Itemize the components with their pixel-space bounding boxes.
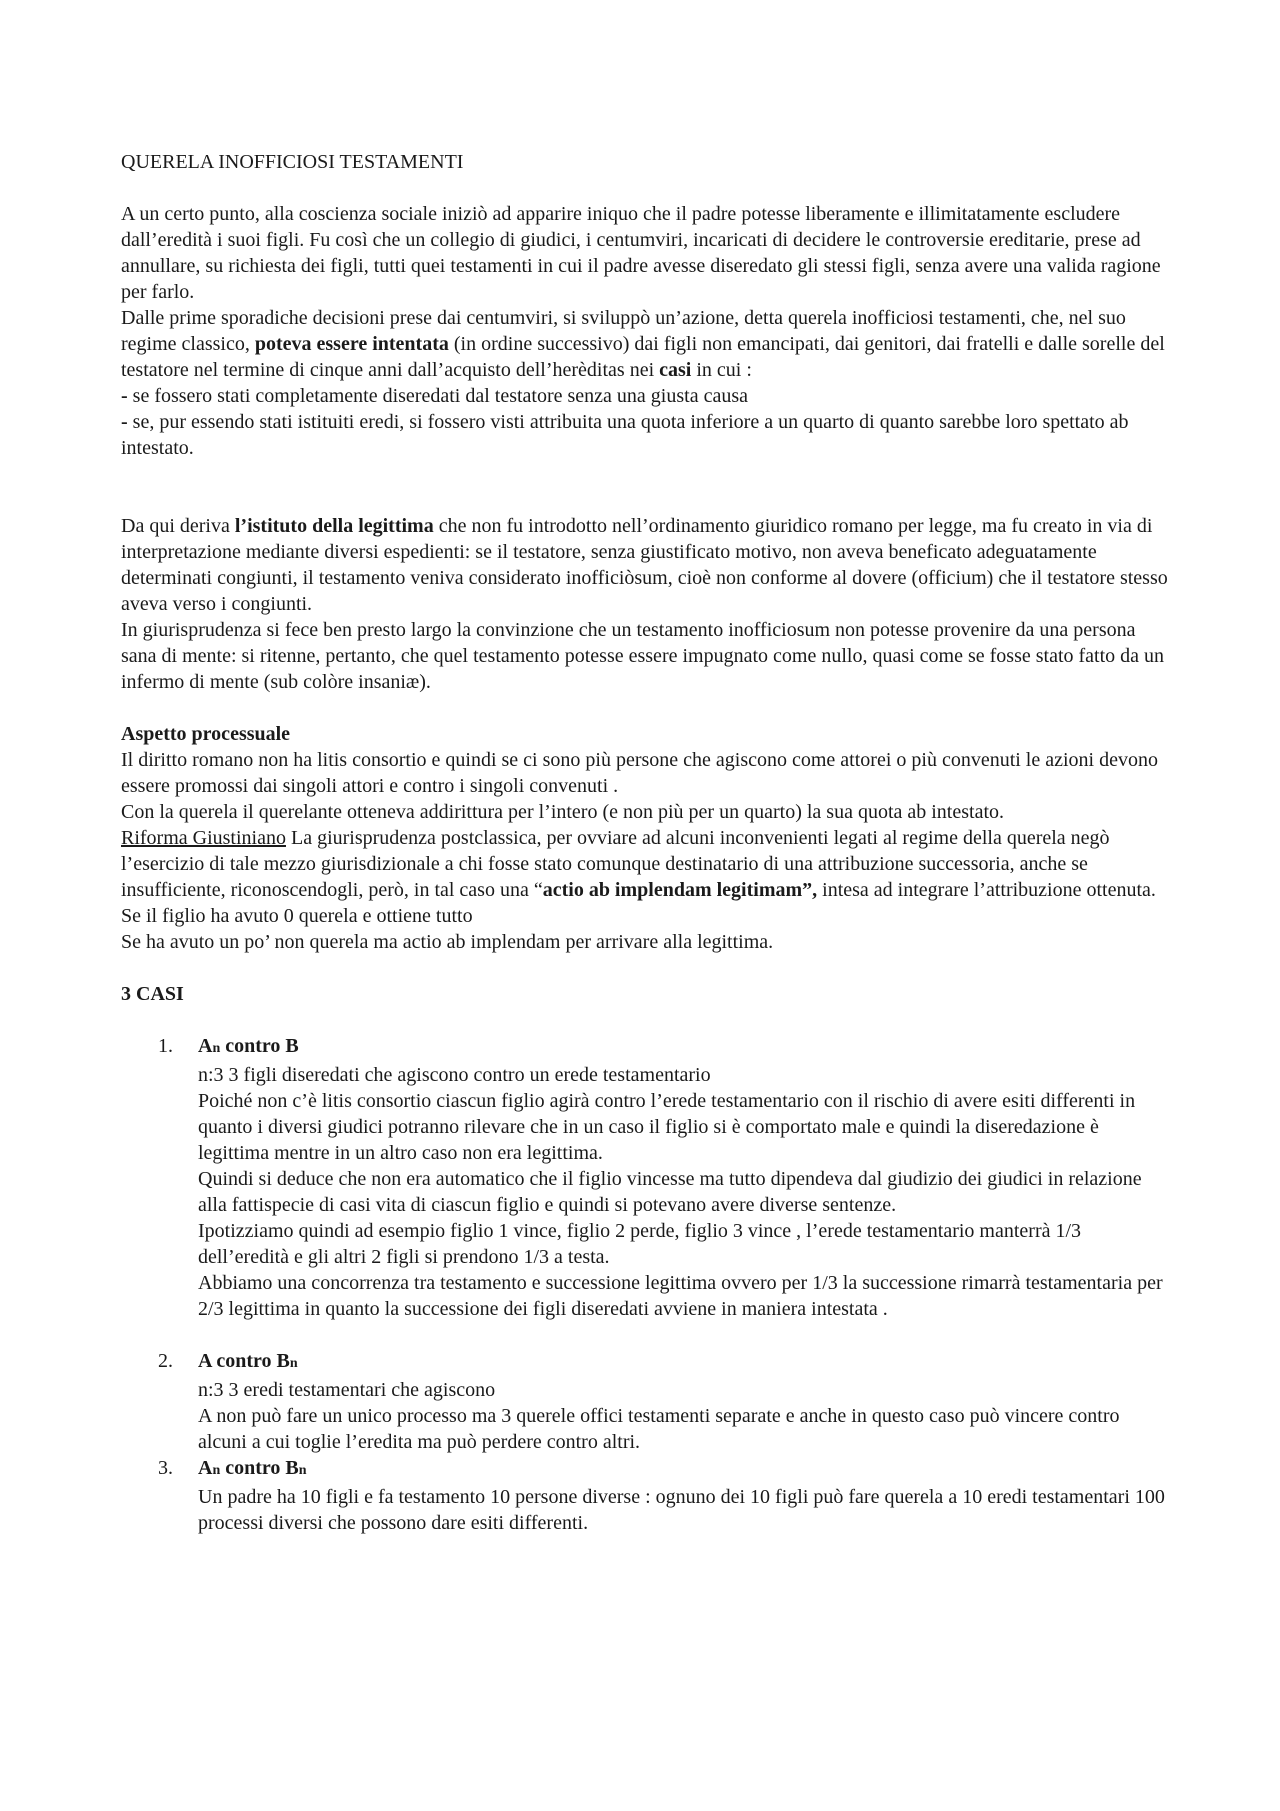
section-heading-processuale: Aspetto processuale <box>121 723 291 745</box>
list-number: 1. <box>158 1035 173 1057</box>
case-line: Abbiamo una concorrenza tra testamento e successione legittima ovvero per 1/3 la successione rimarrà testamentaria per 2/3 legittima in quanto la successione dei figli diseredati avviene in maniera intestata . <box>198 1272 1163 1320</box>
legittima-paragraph-2: In giurisprudenza si fece ben presto largo la convinzione che un testamento inofficiosum non potesse provenire da una persona sana di mente: si ritenne, pertanto, che quel testamento potesse essere impugnato come nullo, quasi come se fosse stato fatto da un infermo di mente (sub colòre insaniæ). <box>121 619 1165 693</box>
processuale-paragraph-2: Con la querela il querelante otteneva addirittura per l’intero (e non più per un quarto) la sua quota ab intestato. <box>121 801 1005 823</box>
list-number: 3. <box>158 1457 173 1479</box>
processuale-paragraph-4: Se il figlio ha avuto 0 querela e ottiene tutto <box>121 905 473 927</box>
list-item <box>121 1033 1171 1322</box>
intro-paragraph-2: Dalle prime sporadiche decisioni prese dai centumviri, si sviluppò un’azione, detta querela inofficiosi testamenti, che, nel suo regime classico, poteva essere intentata (in ordine successivo) dai figli non emancipati, dai genitori, dai fratelli e dalle sorelle del testatore nel termine di cinque anni dall’acquisto dell’herèditas nei casi in cui : <box>121 307 1165 381</box>
case-line: n:3 3 eredi testamentari che agiscono <box>198 1379 496 1401</box>
document-title: QUERELA INOFFICIOSI TESTAMENTI <box>121 151 464 173</box>
case-title: An contro B <box>198 1035 299 1057</box>
bold-word-casi: casi <box>659 359 692 381</box>
case-line: Ipotizziamo quindi ad esempio figlio 1 vince, figlio 2 perde, figlio 3 vince , l’erede testamentario manterrà 1/3 dell’eredità e gli altri 2 figli si prendono 1/3 a testa. <box>198 1220 1082 1268</box>
processuale-paragraph-1: Il diritto romano non ha litis consortio e quindi se ci sono più persone che agiscono come attorei o più convenuti le azioni devono essere promossi dai singoli attori e contro i singoli convenuti . <box>121 749 1158 797</box>
case-line: Quindi si deduce che non era automatico che il figlio vincesse ma tutto dipendeva dal giudizio dei giudici in relazione alla fattispecie di casi vita di ciascun figlio e quindi si potevano avere diverse sentenze. <box>198 1168 1142 1216</box>
case-line: Un padre ha 10 figli e fa testamento 10 persone diverse : ognuno dei 10 figli può fare querela a 10 eredi testamentari 100 processi diversi che possono dare esiti differenti. <box>198 1486 1165 1534</box>
bullet-item-2: - se, pur essendo stati istituiti eredi, si fossero visti attribuita una quota inferiore a un quarto di quanto sarebbe loro spettato ab intestato. <box>121 411 1129 459</box>
riforma-label: Riforma Giustiniano <box>121 827 286 849</box>
cases-list <box>121 1033 1171 1536</box>
list-number: 2. <box>158 1350 173 1372</box>
case-line: n:3 3 figli diseredati che agiscono contro un erede testamentario <box>198 1064 711 1086</box>
case-line: A non può fare un unico processo ma 3 querele offici testamenti separate e anche in questo caso può vincere contro alcuni a cui toglie l’eredita ma può perdere contro altri. <box>198 1405 1120 1453</box>
processuale-paragraph-5: Se ha avuto un po’ non querela ma actio ab implendam per arrivare alla legittima. <box>121 931 774 953</box>
bold-phrase-legittima: l’istituto della legittima <box>234 515 434 537</box>
document-page <box>121 149 1171 1536</box>
list-spacer <box>121 1322 1171 1348</box>
riforma-paragraph: Riforma Giustiniano La giurisprudenza postclassica, per ovviare ad alcuni inconvenienti legati al regime della querela negò l’esercizio di tale mezzo giurisdizionale a chi fosse stato comunque destinatario di una attribuzione successoria, anche se insufficiente, riconoscendogli, però, in tal caso una “actio ab implendam legitimam”, intesa ad integrare l’attribuzione ottenuta. <box>121 827 1156 901</box>
bullet-item-1: - se fossero stati completamente diseredati dal testatore senza una giusta causa <box>121 385 748 407</box>
case-title: An contro Bn <box>198 1457 307 1479</box>
section-heading-casi: 3 CASI <box>121 983 184 1005</box>
intro-paragraph-1: A un certo punto, alla coscienza sociale iniziò ad apparire iniquo che il padre potesse liberamente e illimitatamente escludere dall’eredità i suoi figli. Fu così che un collegio di giudici, i centumviri, incaricati di decidere le controversie ereditarie, prese ad annullare, su richiesta dei figli, tutti quei testamenti in cui il padre avesse diseredato gli stessi figli, senza avere una valida ragione per farlo. <box>121 203 1161 303</box>
bold-phrase: poteva essere intentata <box>254 333 449 355</box>
case-line: Poiché non c’è litis consortio ciascun figlio agirà contro l’erede testamentario con il rischio di avere esiti differenti in quanto i diversi giudici potranno rilevare che in un caso il figlio si è comportato male e quindi la diseredazione è legittima mentre in un altro caso non era legittima. <box>198 1090 1136 1164</box>
case-title: A contro Bn <box>198 1350 298 1372</box>
list-item <box>121 1455 1171 1536</box>
list-item <box>121 1348 1171 1455</box>
bold-phrase-actio: actio ab implendam legitimam”, <box>542 879 818 901</box>
legittima-paragraph-1: Da qui deriva l’istituto della legittima che non fu introdotto nell’ordinamento giuridico romano per legge, ma fu creato in via di interpretazione mediante diversi espedienti: se il testatore, senza giustificato motivo, non aveva beneficato adeguatamente determinati congiunti, il testamento veniva considerato inofficiòsum, cioè non conforme al dovere (officium) che il testatore stesso aveva verso i congiunti. <box>121 515 1168 615</box>
